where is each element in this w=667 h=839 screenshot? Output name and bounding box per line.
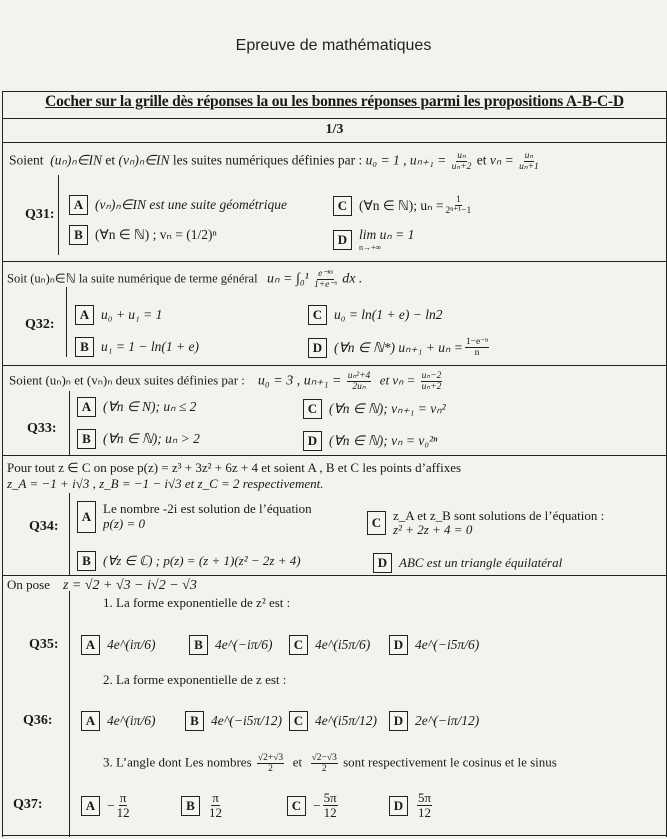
- frac-num: 5π: [323, 790, 337, 805]
- frac-num: √2−√3: [311, 753, 337, 763]
- q36-subquestion: 2. La forme exponentielle de z est :: [103, 672, 287, 687]
- divider: [69, 391, 70, 455]
- frac-den: 2: [268, 764, 273, 774]
- q34-intro-line2: z_A = −1 + i√3 , z_B = −1 − i√3 et z_C = 2 respectivement.: [7, 476, 324, 491]
- q37-subq-prefix: 3. L’angle dont Les nombres: [103, 754, 252, 770]
- q37-et: et: [292, 754, 303, 770]
- q32-formula-end: dx .: [342, 271, 363, 287]
- option-text: lim uₙ = 1: [359, 227, 415, 242]
- q31-intro-text: les suites numériques définies par :: [172, 152, 363, 168]
- q33-option-a[interactable]: [77, 397, 196, 417]
- frac-den: n: [474, 348, 480, 358]
- frac-den: 2uₙ: [352, 382, 366, 392]
- checkbox-c[interactable]: C: [308, 305, 327, 325]
- option-text: 4e^(iπ/6): [107, 713, 156, 728]
- q37-label: Q37:: [13, 797, 43, 812]
- option-frac: [465, 337, 489, 358]
- option-text: (∀n ∈ N); uₙ ≤ 2: [103, 399, 197, 414]
- q36-label: Q36:: [23, 713, 53, 728]
- divider: [3, 261, 666, 262]
- frac-den: 12: [116, 805, 130, 820]
- checkbox-b[interactable]: B: [77, 551, 96, 571]
- q31-seq-v: (vₙ)ₙ∈IN: [118, 152, 170, 168]
- option-text: 4e^(−i5π/6): [415, 637, 480, 652]
- q31-label: Q31:: [25, 207, 55, 222]
- checkbox-c[interactable]: C: [289, 635, 308, 655]
- divider: [69, 591, 70, 837]
- checkbox-a[interactable]: A: [69, 195, 88, 215]
- checkbox-a[interactable]: A: [81, 711, 100, 731]
- q37-subq-suffix: sont respectivement le cosinus et le sinus: [343, 754, 557, 770]
- q31-frac1: [452, 151, 472, 172]
- q32-option-b[interactable]: [75, 337, 199, 357]
- checkbox-a[interactable]: A: [77, 397, 96, 417]
- frac-den: uₙ+2: [421, 382, 442, 392]
- q34-option-a[interactable]: [77, 501, 312, 533]
- option-text: 4e^(i5π/12): [315, 713, 377, 728]
- q31-intro-prefix: Soient: [9, 152, 44, 168]
- q33-option-c[interactable]: [303, 399, 446, 419]
- divider: [69, 493, 70, 575]
- frac-num: 1: [456, 195, 461, 205]
- divider: [3, 365, 666, 366]
- checkbox-d[interactable]: D: [389, 796, 408, 816]
- option-text: u₁ = 1 − ln(1 + e): [101, 339, 200, 354]
- checkbox-a[interactable]: A: [81, 796, 100, 816]
- option-frac: [446, 195, 472, 216]
- q33-frac2: [421, 371, 443, 392]
- checkbox-a[interactable]: A: [81, 635, 100, 655]
- q36-option-a[interactable]: [81, 711, 155, 731]
- q32-intro: [7, 269, 362, 290]
- q36-option-b[interactable]: [185, 711, 282, 731]
- divider: [3, 142, 666, 143]
- divider: [58, 175, 59, 255]
- option-text: 2e^(−iπ/12): [415, 713, 480, 728]
- frac-num: 5π: [418, 790, 432, 805]
- option-text: u₀ = ln(1 + e) − ln2: [334, 307, 443, 322]
- q37-option-c[interactable]: [287, 791, 340, 820]
- q33-intro: [9, 371, 444, 392]
- q33-label: Q33:: [27, 421, 57, 436]
- q31-et: et: [476, 152, 487, 168]
- option-text: 4e^(i5π/6): [315, 637, 371, 652]
- q31-def-vn: vₙ =: [489, 152, 514, 168]
- instruction: Cocher sur la grille dès réponses la ou les bonnes réponses parmi les propositions A-B-C-D: [45, 93, 624, 110]
- q32-option-c[interactable]: [308, 305, 443, 325]
- frac-num: uₙ: [457, 151, 466, 161]
- q31-option-d[interactable]: [333, 227, 414, 252]
- checkbox-d[interactable]: D: [303, 431, 322, 451]
- q35-intro-prefix: On pose: [7, 577, 50, 592]
- q31-def-u0: u₀ = 1 ,: [365, 152, 407, 168]
- option-text: (∀z ∈ ℂ) ; p(z) = (z + 1)(z² − 2z + 4): [103, 553, 301, 568]
- frac-den: 12: [418, 805, 432, 820]
- option-frac: [209, 791, 222, 820]
- option-text: (∀n ∈ ℕ*) uₙ₊₁ + uₙ =: [334, 339, 463, 355]
- q31-option-b[interactable]: [69, 225, 217, 245]
- checkbox-b[interactable]: B: [189, 635, 208, 655]
- q37-subquestion: [103, 753, 557, 774]
- option-frac: [417, 791, 432, 820]
- limit-sub: n→+∞: [359, 243, 382, 252]
- frac-num: π: [212, 790, 219, 805]
- q35-option-c[interactable]: [289, 635, 370, 655]
- checkbox-b[interactable]: B: [185, 711, 204, 731]
- q34-option-b[interactable]: [77, 551, 301, 571]
- option-text: ABC est un triangle équilatéral: [399, 555, 563, 570]
- option-frac: [323, 791, 338, 820]
- divider: [66, 287, 67, 357]
- checkbox-a[interactable]: A: [75, 305, 94, 325]
- q31-seq-u: (uₙ)ₙ∈IN: [50, 152, 103, 168]
- q34-option-d[interactable]: [373, 553, 562, 573]
- checkbox-d[interactable]: D: [308, 338, 327, 358]
- divider: [3, 91, 666, 92]
- option-text: (∀n ∈ ℕ); vₙ = v₀²ⁿ: [329, 433, 438, 448]
- q32-formula: uₙ = ∫₀¹: [266, 271, 309, 287]
- q37-option-a[interactable]: [81, 791, 132, 820]
- option-line2: z² + 2z + 4 = 0: [393, 522, 473, 537]
- q35-subquestion: 1. La forme exponentielle de z² est :: [103, 595, 291, 610]
- q33-intro-text: Soient (uₙ)ₙ et (vₙ)ₙ deux suites définies par :: [9, 372, 245, 388]
- option-text: 4e^(−iπ/6): [215, 637, 273, 652]
- q31-intro: [9, 151, 541, 172]
- frac-den: 12: [209, 805, 222, 820]
- option-text: [103, 501, 312, 531]
- option-line1: z_A et z_B sont solutions de l’équation :: [393, 508, 605, 523]
- checkbox-d[interactable]: D: [333, 230, 352, 250]
- q34-option-c[interactable]: [367, 509, 604, 537]
- checkbox-b[interactable]: B: [75, 337, 94, 357]
- page-number: 1/3: [325, 122, 344, 137]
- q32-intro-text: Soit (uₙ)ₙ∈ℕ la suite numérique de terme général: [7, 271, 258, 286]
- option-line1: Le nombre -2i est solution de l’équation: [103, 501, 312, 516]
- frac-den: 12: [323, 805, 337, 820]
- frac-den: 2ⁿ⁺¹−1: [445, 206, 472, 216]
- q31-option-a[interactable]: [69, 195, 287, 215]
- checkbox-b[interactable]: B: [77, 429, 96, 449]
- frac-den: uₙ+2: [451, 162, 472, 172]
- divider: [3, 575, 666, 576]
- checkbox-c[interactable]: C: [303, 399, 322, 419]
- frac-num: uₙ: [524, 151, 534, 161]
- q35-formula: z = √2 + √3 − i√2 − √3: [62, 578, 197, 593]
- q35-option-a[interactable]: [81, 635, 155, 655]
- q32-option-a[interactable]: [75, 305, 162, 325]
- option-frac: [117, 791, 130, 820]
- option-text: (∀n ∈ ℕ) ; vₙ = (1/2)ⁿ: [95, 227, 217, 242]
- q36-option-c[interactable]: [289, 711, 377, 731]
- q33-def-vn: et vₙ =: [379, 372, 416, 388]
- q32-frac: [314, 269, 337, 290]
- option-text: (∀n ∈ ℕ); uₙ > 2: [103, 431, 200, 446]
- frac-den: 1+e⁻ˣ: [314, 280, 338, 290]
- divider: [3, 835, 666, 836]
- frac-num: e⁻ⁿˣ: [318, 269, 333, 279]
- option-text: 4e^(−i5π/12): [211, 713, 283, 728]
- q35-intro: [7, 577, 197, 594]
- checkbox-c[interactable]: C: [333, 196, 352, 216]
- q34-label: Q34:: [29, 519, 59, 534]
- frac-num: 1−e⁻ⁿ: [465, 337, 489, 347]
- q31-def-un1: uₙ₊₁ =: [409, 152, 447, 168]
- frac-num: uₙ²+4: [347, 371, 371, 381]
- option-text: (∀n ∈ ℕ); uₙ =: [359, 197, 444, 213]
- q33-frac1: [347, 371, 372, 392]
- q35-option-d[interactable]: [389, 635, 479, 655]
- option-text: 4e^(iπ/6): [107, 637, 156, 652]
- checkbox-d[interactable]: D: [373, 553, 392, 573]
- q37-option-b[interactable]: [181, 791, 224, 820]
- q31-and: et: [105, 152, 116, 168]
- checkbox-a[interactable]: A: [77, 501, 96, 533]
- q35-label: Q35:: [29, 637, 59, 652]
- q31-frac2: [519, 151, 539, 172]
- option-text: [393, 509, 604, 537]
- q33-option-b[interactable]: [77, 429, 200, 449]
- frac-den: uₙ+1: [519, 162, 539, 172]
- checkbox-c[interactable]: C: [289, 711, 308, 731]
- frac-den: 2: [321, 764, 327, 774]
- q33-option-d[interactable]: [303, 431, 437, 451]
- page-title: Epreuve de mathématiques: [235, 37, 432, 54]
- option-limit: [359, 227, 414, 252]
- q35-option-b[interactable]: [189, 635, 273, 655]
- frac-num: √2+√3: [257, 753, 284, 763]
- checkbox-c[interactable]: C: [287, 796, 306, 816]
- frac-num: uₙ−2: [421, 371, 442, 381]
- q32-option-d[interactable]: [308, 337, 491, 358]
- q31-option-c[interactable]: [333, 195, 473, 216]
- q33-def-u0: u₀ = 3 , uₙ₊₁ =: [257, 373, 342, 389]
- q36-option-d[interactable]: [389, 711, 479, 731]
- q37-frac2: [311, 753, 338, 774]
- q32-label: Q32:: [25, 317, 55, 332]
- checkbox-c[interactable]: C: [367, 511, 386, 535]
- checkbox-b[interactable]: B: [69, 225, 88, 245]
- option-line2: p(z) = 0: [103, 516, 145, 531]
- checkbox-d[interactable]: D: [389, 635, 408, 655]
- option-sign: −: [107, 797, 115, 813]
- q37-option-d[interactable]: [389, 791, 434, 820]
- option-sign: −: [313, 797, 321, 813]
- divider: [3, 118, 666, 119]
- q37-frac1: [257, 753, 284, 774]
- option-text: (vₙ)ₙ∈IN est une suite géométrique: [95, 197, 287, 212]
- frac-num: π: [119, 790, 127, 805]
- checkbox-d[interactable]: D: [389, 711, 408, 731]
- divider: [3, 455, 666, 456]
- option-text: u₀ + u₁ = 1: [101, 307, 163, 322]
- checkbox-b[interactable]: B: [181, 796, 200, 816]
- q34-intro-line1: Pour tout z ∈ C on pose p(z) = z³ + 3z² + 6z + 4 et soient A , B et C les points d’affixes: [7, 460, 462, 475]
- option-text: (∀n ∈ ℕ); vₙ₊₁ = vₙ²: [329, 401, 446, 416]
- exam-sheet: [2, 91, 667, 837]
